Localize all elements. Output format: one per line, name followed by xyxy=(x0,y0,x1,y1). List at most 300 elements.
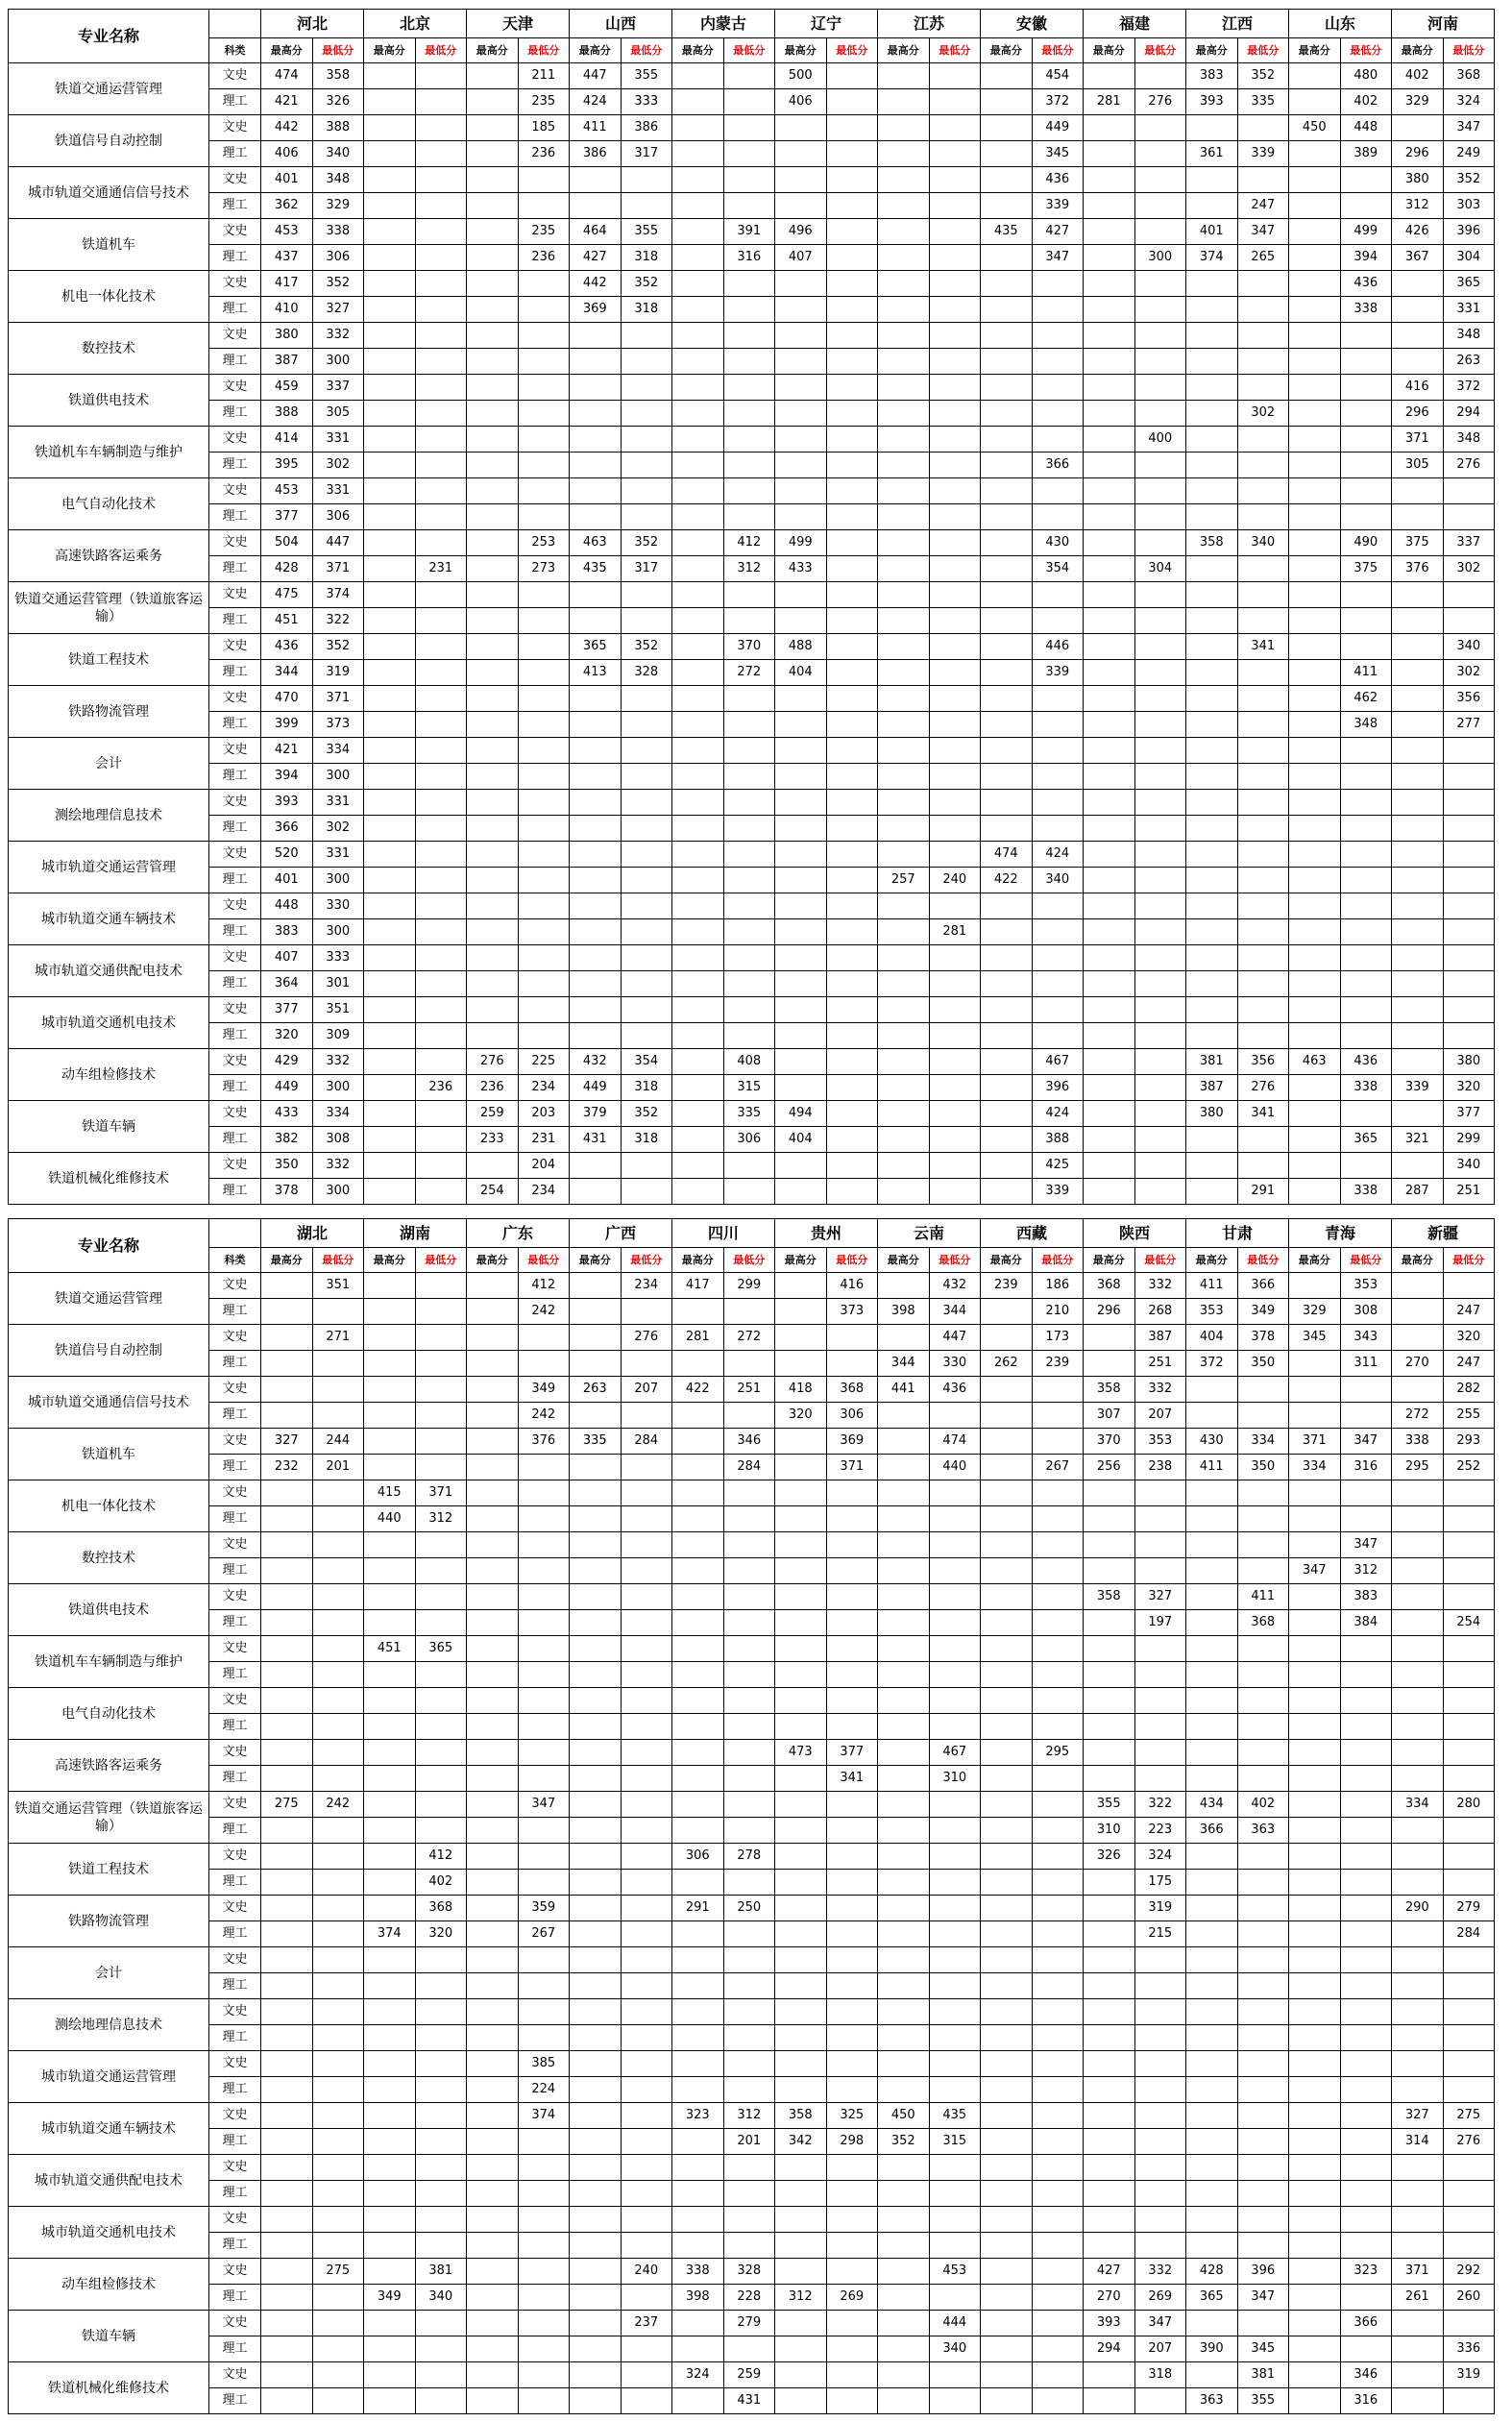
table-row xyxy=(9,556,1495,582)
major-name: 测绘地理信息技术 xyxy=(9,790,209,842)
max-score-cell xyxy=(467,401,519,427)
max-score-cell: 398 xyxy=(878,1299,930,1325)
min-score-cell: 185 xyxy=(518,115,570,141)
max-score-cell xyxy=(1186,167,1238,193)
min-score-cell xyxy=(826,1558,878,1584)
min-score-cell: 430 xyxy=(1032,530,1084,556)
max-score-cell xyxy=(775,2336,827,2362)
max-score-cell xyxy=(1084,816,1135,842)
max-score-cell xyxy=(1392,1688,1444,1714)
max-score-cell xyxy=(775,2051,827,2077)
max-score-cell xyxy=(981,1127,1033,1153)
max-score-cell xyxy=(364,1429,416,1455)
min-score-cell: 276 xyxy=(1237,1075,1289,1101)
max-score-cell xyxy=(775,1973,827,1999)
max-score-cell: 349 xyxy=(364,2285,416,2311)
max-score-cell: 275 xyxy=(261,1792,313,1818)
min-score-cell xyxy=(621,893,672,919)
min-score-cell: 352 xyxy=(312,634,364,660)
max-score-cell: 453 xyxy=(261,219,313,245)
max-score-cell: 355 xyxy=(1084,1792,1135,1818)
min-score-cell xyxy=(826,504,878,530)
min-score-cell xyxy=(415,1377,467,1403)
min-score-cell xyxy=(1032,1921,1084,1947)
max-score-cell xyxy=(1392,478,1444,504)
min-score-cell xyxy=(518,1947,570,1973)
max-score-cell: 239 xyxy=(981,1273,1033,1299)
max-score-cell xyxy=(1186,1179,1238,1205)
max-score-header: 最高分 xyxy=(981,38,1033,63)
min-score-cell xyxy=(929,2285,981,2311)
max-score-cell xyxy=(775,893,827,919)
min-score-cell: 304 xyxy=(1443,245,1495,271)
min-score-cell: 368 xyxy=(826,1377,878,1403)
min-score-cell xyxy=(621,1870,672,1896)
min-score-cell: 304 xyxy=(1134,556,1186,582)
max-score-cell xyxy=(1392,2336,1444,2362)
min-score-cell xyxy=(415,997,467,1023)
major-name: 会计 xyxy=(9,738,209,790)
table-row xyxy=(9,2077,1495,2103)
max-score-cell: 422 xyxy=(981,868,1033,893)
min-score-cell xyxy=(1032,1818,1084,1844)
min-score-cell xyxy=(1032,1403,1084,1429)
max-score-cell xyxy=(1186,660,1238,686)
max-score-cell xyxy=(1289,1101,1341,1127)
min-score-cell xyxy=(1032,323,1084,349)
max-score-cell xyxy=(364,1101,416,1127)
max-score-cell xyxy=(1084,1558,1135,1584)
max-score-cell: 372 xyxy=(1186,1351,1238,1377)
max-score-cell: 306 xyxy=(672,1844,724,1870)
max-score-cell xyxy=(775,1921,827,1947)
max-score-cell xyxy=(981,1179,1033,1205)
min-score-cell xyxy=(826,453,878,478)
min-score-cell xyxy=(621,1584,672,1610)
category-cell: 理工 xyxy=(209,1351,261,1377)
min-score-cell xyxy=(518,167,570,193)
min-score-cell xyxy=(929,63,981,89)
max-score-cell xyxy=(570,997,622,1023)
category-cell: 理工 xyxy=(209,1023,261,1049)
max-score-cell xyxy=(1289,997,1341,1023)
min-score-cell xyxy=(723,1636,775,1662)
min-score-cell xyxy=(1443,2311,1495,2336)
table-row xyxy=(9,1023,1495,1049)
min-score-cell xyxy=(826,634,878,660)
table-row xyxy=(9,1377,1495,1403)
max-score-cell xyxy=(1186,1896,1238,1921)
max-score-cell xyxy=(467,115,519,141)
province-header: 陕西 xyxy=(1084,1219,1186,1248)
min-score-cell xyxy=(1032,1870,1084,1896)
min-score-cell xyxy=(723,375,775,401)
max-score-cell: 233 xyxy=(467,1127,519,1153)
max-score-header: 最高分 xyxy=(1186,1248,1238,1273)
min-score-cell: 444 xyxy=(929,2311,981,2336)
min-score-cell: 306 xyxy=(826,1403,878,1429)
max-score-cell xyxy=(364,2103,416,2129)
category-cell: 理工 xyxy=(209,2077,261,2103)
max-score-cell xyxy=(1289,2285,1341,2311)
min-score-cell xyxy=(1237,271,1289,297)
min-score-cell xyxy=(929,1662,981,1688)
max-score-cell xyxy=(1186,1558,1238,1584)
min-score-cell: 431 xyxy=(723,2388,775,2414)
max-score-cell xyxy=(467,997,519,1023)
min-score-cell: 284 xyxy=(1443,1921,1495,1947)
score-table-2 xyxy=(8,1218,1495,2414)
min-score-cell: 300 xyxy=(312,1075,364,1101)
min-score-cell xyxy=(312,1299,364,1325)
max-score-cell xyxy=(261,1558,313,1584)
min-score-cell xyxy=(518,945,570,971)
max-score-cell xyxy=(364,1844,416,1870)
max-score-cell xyxy=(364,271,416,297)
min-score-cell: 306 xyxy=(723,1127,775,1153)
max-score-cell xyxy=(570,1506,622,1532)
max-score-header: 最高分 xyxy=(261,1248,313,1273)
max-score-cell xyxy=(467,2025,519,2051)
table-row xyxy=(9,790,1495,816)
max-score-cell xyxy=(981,660,1033,686)
max-score-cell xyxy=(467,1818,519,1844)
max-score-cell xyxy=(878,1610,930,1636)
max-score-cell xyxy=(775,842,827,868)
category-cell: 文史 xyxy=(209,1429,261,1455)
min-score-cell xyxy=(929,453,981,478)
min-score-cell xyxy=(929,1999,981,2025)
min-score-cell: 336 xyxy=(1443,2336,1495,2362)
max-score-cell xyxy=(672,1023,724,1049)
max-score-cell xyxy=(467,63,519,89)
max-score-cell xyxy=(1084,1179,1135,1205)
min-score-cell xyxy=(929,1792,981,1818)
max-score-cell xyxy=(467,89,519,115)
max-score-cell xyxy=(1289,971,1341,997)
max-score-cell xyxy=(467,349,519,375)
max-score-cell xyxy=(1392,1999,1444,2025)
min-score-cell: 207 xyxy=(1134,2336,1186,2362)
min-score-cell: 347 xyxy=(1443,115,1495,141)
max-score-cell xyxy=(1084,1325,1135,1351)
min-score-cell: 254 xyxy=(1443,1610,1495,1636)
min-score-cell xyxy=(723,2051,775,2077)
min-score-cell xyxy=(1340,1023,1392,1049)
category-cell: 文史 xyxy=(209,271,261,297)
max-score-cell xyxy=(364,1377,416,1403)
max-score-cell xyxy=(364,1455,416,1480)
max-score-cell xyxy=(981,997,1033,1023)
max-score-cell xyxy=(878,2362,930,2388)
max-score-cell xyxy=(1289,1532,1341,1558)
max-score-cell: 449 xyxy=(261,1075,313,1101)
min-score-cell xyxy=(621,945,672,971)
min-score-cell: 365 xyxy=(1443,271,1495,297)
max-score-cell xyxy=(570,193,622,219)
max-score-cell xyxy=(1392,1921,1444,1947)
min-score-cell xyxy=(723,1351,775,1377)
min-score-cell xyxy=(415,1299,467,1325)
min-score-cell: 186 xyxy=(1032,1273,1084,1299)
min-score-cell xyxy=(415,2388,467,2414)
min-score-cell xyxy=(312,2025,364,2051)
max-score-cell xyxy=(1084,1480,1135,1506)
max-score-cell xyxy=(1084,1973,1135,1999)
min-score-cell xyxy=(1134,401,1186,427)
major-name: 动车组检修技术 xyxy=(9,1049,209,1101)
min-score-cell: 234 xyxy=(518,1179,570,1205)
max-score-cell xyxy=(1186,1023,1238,1049)
min-score-cell xyxy=(826,2155,878,2181)
min-score-cell xyxy=(621,478,672,504)
min-score-cell xyxy=(621,2181,672,2207)
category-cell: 理工 xyxy=(209,2233,261,2259)
min-score-cell xyxy=(415,1325,467,1351)
min-score-cell xyxy=(1237,712,1289,738)
min-score-cell xyxy=(518,478,570,504)
max-score-cell xyxy=(672,1610,724,1636)
max-score-cell xyxy=(672,2155,724,2181)
min-score-cell: 247 xyxy=(1237,193,1289,219)
max-score-cell xyxy=(467,582,519,608)
max-score-header: 最高分 xyxy=(570,38,622,63)
category-cell: 理工 xyxy=(209,193,261,219)
max-score-cell xyxy=(467,1325,519,1351)
max-score-cell xyxy=(364,868,416,893)
max-score-cell xyxy=(1392,1377,1444,1403)
min-score-cell xyxy=(518,1455,570,1480)
max-score-cell: 413 xyxy=(570,660,622,686)
category-cell: 理工 xyxy=(209,1870,261,1896)
major-name: 数控技术 xyxy=(9,1532,209,1584)
max-score-cell xyxy=(467,1351,519,1377)
max-score-cell xyxy=(672,582,724,608)
min-score-cell: 416 xyxy=(826,1273,878,1299)
min-score-cell xyxy=(1340,1480,1392,1506)
min-score-cell xyxy=(1134,453,1186,478)
max-score-cell xyxy=(364,193,416,219)
max-score-cell xyxy=(981,712,1033,738)
max-score-cell xyxy=(1289,1584,1341,1610)
min-score-cell xyxy=(621,1636,672,1662)
max-score-cell xyxy=(1084,2233,1135,2259)
max-score-cell xyxy=(672,868,724,893)
category-cell: 理工 xyxy=(209,1403,261,1429)
max-score-cell xyxy=(1186,582,1238,608)
max-score-cell xyxy=(775,478,827,504)
max-score-cell xyxy=(1186,1870,1238,1896)
max-score-cell xyxy=(775,1947,827,1973)
min-score-cell xyxy=(723,1714,775,1740)
min-score-cell xyxy=(1032,2259,1084,2285)
table-row xyxy=(9,2103,1495,2129)
min-score-cell xyxy=(415,375,467,401)
max-score-cell xyxy=(672,1973,724,1999)
min-score-cell xyxy=(1134,1506,1186,1532)
min-score-cell xyxy=(621,1403,672,1429)
max-score-cell xyxy=(878,245,930,271)
max-score-cell xyxy=(981,1973,1033,1999)
min-score-cell xyxy=(1237,297,1289,323)
min-score-cell xyxy=(723,167,775,193)
max-score-cell: 339 xyxy=(1392,1075,1444,1101)
min-score-cell: 311 xyxy=(1340,1351,1392,1377)
max-score-cell xyxy=(775,1299,827,1325)
max-score-cell xyxy=(878,2311,930,2336)
min-score-cell xyxy=(415,608,467,634)
max-score-cell xyxy=(364,1818,416,1844)
max-score-cell xyxy=(1084,1127,1135,1153)
min-score-cell: 436 xyxy=(1340,271,1392,297)
max-score-cell xyxy=(1084,504,1135,530)
min-score-cell xyxy=(1443,478,1495,504)
max-score-cell xyxy=(1289,530,1341,556)
max-score-cell: 390 xyxy=(1186,2336,1238,2362)
max-score-cell xyxy=(1186,2155,1238,2181)
min-score-cell: 318 xyxy=(621,1075,672,1101)
corner-blank-cell xyxy=(209,1219,261,1248)
max-score-cell xyxy=(672,1455,724,1480)
max-score-cell: 324 xyxy=(672,2362,724,2388)
max-score-cell xyxy=(775,1273,827,1299)
max-score-cell xyxy=(775,1896,827,1921)
min-score-cell xyxy=(826,997,878,1023)
min-score-cell xyxy=(1340,1101,1392,1127)
max-score-cell xyxy=(570,2025,622,2051)
min-score-cell xyxy=(312,2207,364,2233)
table-row xyxy=(9,219,1495,245)
min-score-cell: 315 xyxy=(723,1075,775,1101)
max-score-cell xyxy=(467,1610,519,1636)
min-score-cell xyxy=(826,1480,878,1506)
min-score-cell xyxy=(415,2129,467,2155)
max-score-cell xyxy=(1084,2103,1135,2129)
min-score-cell: 318 xyxy=(621,297,672,323)
min-score-cell xyxy=(518,2025,570,2051)
min-score-cell: 339 xyxy=(1032,660,1084,686)
max-score-cell xyxy=(775,868,827,893)
min-score-cell xyxy=(826,1506,878,1532)
max-score-cell xyxy=(467,893,519,919)
max-score-cell xyxy=(467,868,519,893)
max-score-cell xyxy=(467,375,519,401)
max-score-cell xyxy=(775,2311,827,2336)
min-score-cell xyxy=(621,997,672,1023)
max-score-cell: 473 xyxy=(775,1740,827,1766)
min-score-cell: 255 xyxy=(1443,1403,1495,1429)
max-score-cell xyxy=(467,919,519,945)
max-score-cell: 290 xyxy=(1392,1896,1444,1921)
min-score-cell xyxy=(1340,893,1392,919)
max-score-cell xyxy=(570,1273,622,1299)
category-cell: 理工 xyxy=(209,1662,261,1688)
max-score-cell xyxy=(364,582,416,608)
max-score-cell xyxy=(1186,1532,1238,1558)
min-score-cell xyxy=(723,1584,775,1610)
min-score-cell xyxy=(415,271,467,297)
min-score-cell xyxy=(415,115,467,141)
max-score-cell xyxy=(1084,686,1135,712)
max-score-cell xyxy=(467,1153,519,1179)
min-score-cell xyxy=(312,1714,364,1740)
min-score-cell: 284 xyxy=(621,1429,672,1455)
max-score-cell xyxy=(775,945,827,971)
table-row xyxy=(9,2388,1495,2414)
min-score-cell: 355 xyxy=(621,219,672,245)
category-cell: 文史 xyxy=(209,1377,261,1403)
category-cell: 理工 xyxy=(209,1075,261,1101)
max-score-cell: 394 xyxy=(261,764,313,790)
min-score-cell xyxy=(1134,2025,1186,2051)
max-score-cell xyxy=(878,1075,930,1101)
min-score-cell: 330 xyxy=(929,1351,981,1377)
min-score-cell: 337 xyxy=(312,375,364,401)
max-score-cell xyxy=(261,1299,313,1325)
min-score-cell xyxy=(1237,2103,1289,2129)
min-score-cell xyxy=(1237,453,1289,478)
max-score-cell xyxy=(981,893,1033,919)
max-score-cell xyxy=(467,2207,519,2233)
min-score-cell xyxy=(826,323,878,349)
min-score-cell xyxy=(723,1506,775,1532)
table-row xyxy=(9,1049,1495,1075)
min-score-cell xyxy=(1032,401,1084,427)
max-score-cell xyxy=(570,842,622,868)
min-score-cell xyxy=(929,1532,981,1558)
min-score-cell: 352 xyxy=(1443,167,1495,193)
min-score-cell xyxy=(518,1351,570,1377)
min-score-header: 最低分 xyxy=(415,38,467,63)
min-score-cell xyxy=(1134,504,1186,530)
min-score-cell xyxy=(826,816,878,842)
max-score-cell: 307 xyxy=(1084,1403,1135,1429)
max-score-cell xyxy=(570,1818,622,1844)
min-score-cell: 302 xyxy=(312,453,364,478)
max-score-cell xyxy=(878,1766,930,1792)
major-name: 铁路物流管理 xyxy=(9,1896,209,1947)
max-score-cell xyxy=(1392,1299,1444,1325)
min-score-cell: 242 xyxy=(312,1792,364,1818)
max-score-cell xyxy=(981,2155,1033,2181)
min-score-cell xyxy=(415,738,467,764)
min-score-cell xyxy=(312,1818,364,1844)
max-score-cell xyxy=(878,2388,930,2414)
max-score-cell xyxy=(878,1896,930,1921)
min-score-cell xyxy=(826,919,878,945)
max-score-cell xyxy=(1084,167,1135,193)
category-cell: 理工 xyxy=(209,919,261,945)
min-score-cell: 280 xyxy=(1443,1792,1495,1818)
max-score-cell xyxy=(775,1023,827,1049)
min-score-cell: 318 xyxy=(621,245,672,271)
province-header: 辽宁 xyxy=(775,10,878,38)
max-score-cell xyxy=(672,2181,724,2207)
min-score-cell xyxy=(826,375,878,401)
max-score-cell xyxy=(775,2207,827,2233)
min-score-cell xyxy=(723,1662,775,1688)
max-score-cell xyxy=(1392,660,1444,686)
max-score-cell xyxy=(467,1792,519,1818)
max-score-cell xyxy=(467,1299,519,1325)
max-score-cell xyxy=(1289,504,1341,530)
min-score-cell xyxy=(1340,1947,1392,1973)
max-score-cell: 358 xyxy=(1084,1584,1135,1610)
min-score-cell xyxy=(1134,478,1186,504)
min-score-cell xyxy=(723,1947,775,1973)
min-score-cell xyxy=(929,2155,981,2181)
min-score-cell xyxy=(826,530,878,556)
